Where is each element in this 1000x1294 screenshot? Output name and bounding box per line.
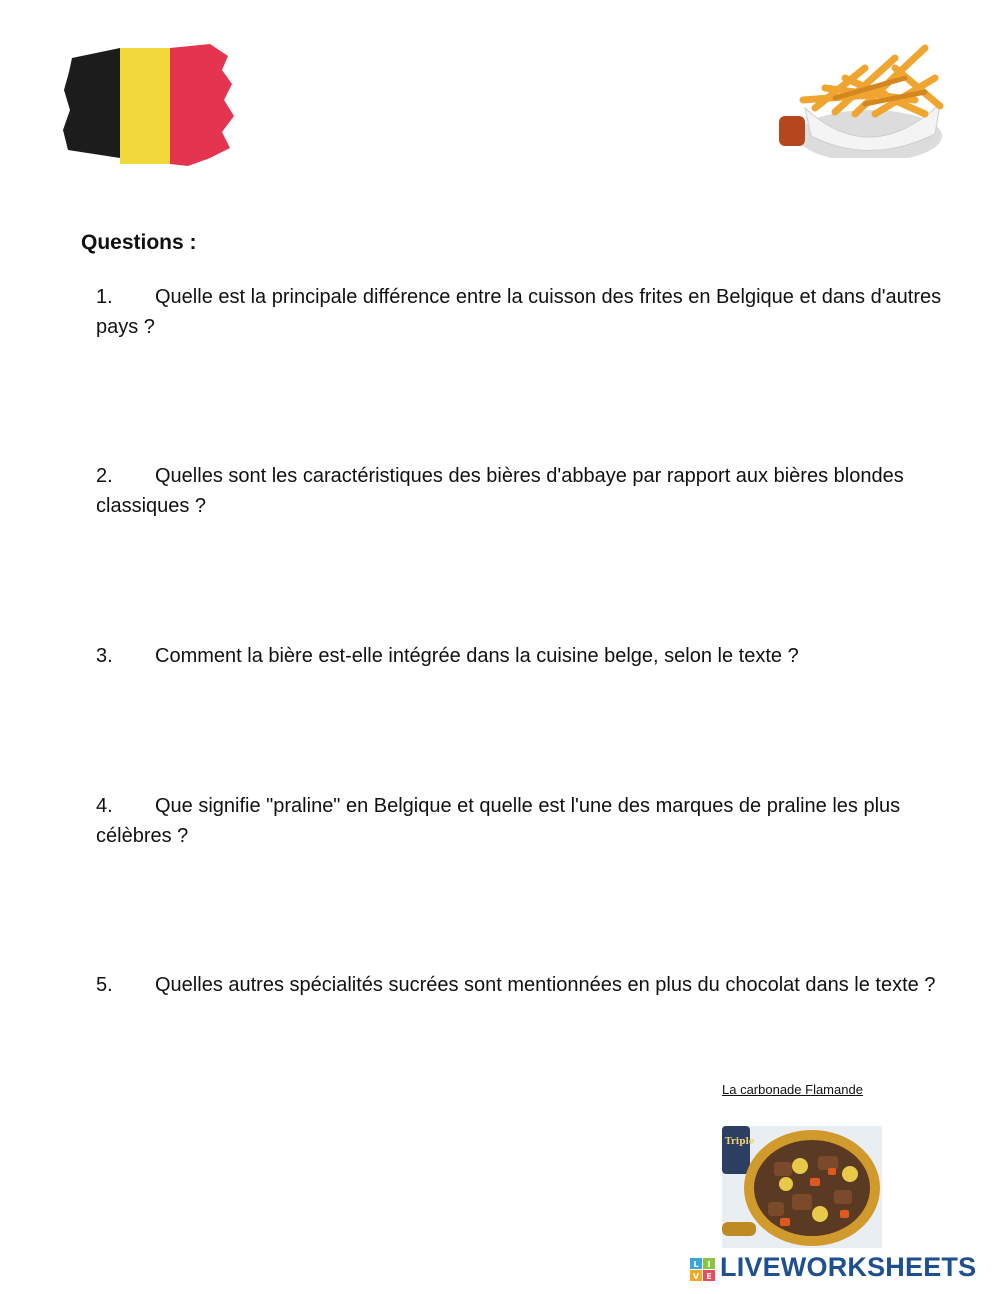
question-number: 2. xyxy=(96,465,113,487)
liveworksheets-brand xyxy=(690,1252,990,1286)
belgian-flag-image xyxy=(60,40,240,170)
question-4 xyxy=(96,791,946,851)
question-text: Comment la bière est-elle intégrée dans la cuisine belge, selon le texte ? xyxy=(155,645,799,667)
question-3 xyxy=(96,641,946,671)
liveworksheets-logo-icon xyxy=(690,1258,716,1282)
question-number: 4. xyxy=(96,795,113,817)
carbonade-photo xyxy=(722,1126,882,1248)
question-text: Quelles sont les caractéristiques des bières d'abbaye par rapport aux bières blondes classiques ? xyxy=(96,465,904,517)
svg-text:I: I xyxy=(707,1260,711,1269)
question-2 xyxy=(96,461,946,521)
svg-text:E: E xyxy=(706,1272,712,1281)
question-number: 1. xyxy=(96,286,113,308)
question-text: Que signifie "praline" en Belgique et quelle est l'une des marques de praline les plus célèbres ? xyxy=(96,795,901,847)
flag-black-band xyxy=(63,48,120,158)
dish-caption-link[interactable]: La carbonade Flamande xyxy=(722,1082,863,1097)
flag-red-band xyxy=(170,44,234,166)
svg-text:V: V xyxy=(692,1272,700,1281)
bottle-label: Triple xyxy=(725,1137,755,1147)
question-number: 5. xyxy=(96,974,113,996)
question-text: Quelle est la principale différence entre la cuisson des frites en Belgique et dans d'autres pays ? xyxy=(96,286,942,338)
questions-heading: Questions : xyxy=(81,231,197,254)
question-text: Quelles autres spécialités sucrées sont mentionnées en plus du chocolat dans le texte ? xyxy=(155,974,936,996)
question-5 xyxy=(96,970,946,1000)
question-1 xyxy=(96,282,946,342)
question-number: 3. xyxy=(96,645,113,667)
fries-photo xyxy=(775,38,947,158)
svg-text:L: L xyxy=(693,1260,699,1269)
brand-name: LIVEWORKSHEETS xyxy=(720,1252,977,1282)
flag-yellow-band xyxy=(120,48,170,164)
